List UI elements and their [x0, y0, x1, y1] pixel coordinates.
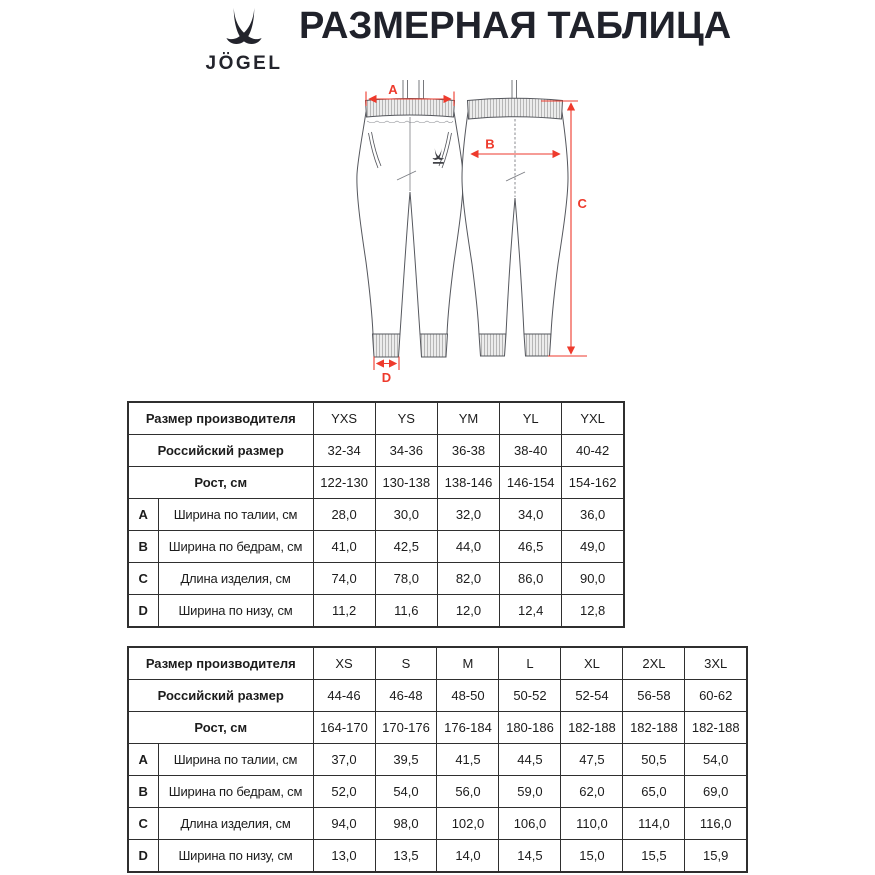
size-cell: 180-186 [499, 712, 561, 744]
front-left-cuff [373, 334, 401, 357]
dim-value-cell: 49,0 [562, 531, 624, 563]
size-header-row [128, 402, 624, 435]
size-cell: 40-42 [562, 435, 624, 467]
dim-value-cell: 86,0 [500, 563, 562, 595]
back-left-cuff [479, 334, 506, 356]
dim-value-cell: 78,0 [375, 563, 437, 595]
size-header-row [128, 647, 747, 680]
dim-name-cell: Длина изделия, см [158, 808, 313, 840]
dim-value-cell: 11,6 [375, 595, 437, 628]
dim-value-cell: 90,0 [562, 563, 624, 595]
back-pant-outline [462, 112, 568, 334]
size-row-label: Рост, см [128, 467, 313, 499]
back-right-cuff [524, 334, 551, 356]
size-cell: 176-184 [437, 712, 499, 744]
dim-name-cell: Ширина по низу, см [158, 595, 313, 628]
dim-value-cell: 12,0 [437, 595, 499, 628]
dim-value-cell: 52,0 [313, 776, 375, 808]
dim-letter-cell: B [128, 531, 158, 563]
front-right-cuff [420, 334, 448, 357]
dim-value-cell: 12,4 [500, 595, 562, 628]
dim-value-cell: 44,5 [499, 744, 561, 776]
adult-size-table [127, 646, 748, 873]
size-cell: S [375, 647, 437, 680]
dim-value-cell: 15,0 [561, 840, 623, 873]
page-title: РАЗМЕРНАЯ ТАБЛИЦА [299, 5, 732, 47]
dim-value-cell: 56,0 [437, 776, 499, 808]
size-cell: 48-50 [437, 680, 499, 712]
dim-letter-cell: D [128, 840, 158, 873]
dim-value-cell: 106,0 [499, 808, 561, 840]
jogel-mark-icon [222, 2, 266, 52]
dim-value-cell: 32,0 [437, 499, 499, 531]
dim-value-cell: 114,0 [623, 808, 685, 840]
size-cell: 182-188 [623, 712, 685, 744]
size-cell: 182-188 [561, 712, 623, 744]
dim-value-cell: 42,5 [375, 531, 437, 563]
dim-value-cell: 47,5 [561, 744, 623, 776]
size-cell: M [437, 647, 499, 680]
dim-value-cell: 14,0 [437, 840, 499, 873]
dim-value-cell: 94,0 [313, 808, 375, 840]
size-header-row [128, 435, 624, 467]
size-row-label: Российский размер [128, 680, 313, 712]
size-cell: YS [375, 402, 437, 435]
dim-value-cell: 13,0 [313, 840, 375, 873]
dim-value-cell: 30,0 [375, 499, 437, 531]
size-cell: 52-54 [561, 680, 623, 712]
dim-value-cell: 36,0 [562, 499, 624, 531]
dim-name-cell: Ширина по бедрам, см [158, 531, 313, 563]
size-cell: YXL [562, 402, 624, 435]
size-cell: 46-48 [375, 680, 437, 712]
pants-back-view [462, 80, 568, 356]
size-cell: 154-162 [562, 467, 624, 499]
dim-value-cell: 41,5 [437, 744, 499, 776]
measurement-row [128, 563, 624, 595]
pants-front-view [357, 80, 463, 357]
dim-value-cell: 12,8 [562, 595, 624, 628]
dim-value-cell: 54,0 [375, 776, 437, 808]
measurement-row [128, 744, 747, 776]
dim-value-cell: 102,0 [437, 808, 499, 840]
measurement-row [128, 595, 624, 628]
size-row-label: Размер производителя [128, 402, 313, 435]
size-cell: 130-138 [375, 467, 437, 499]
dim-letter-cell: C [128, 563, 158, 595]
dim-letter-cell: B [128, 776, 158, 808]
dim-label-d: D [381, 370, 392, 385]
dim-value-cell: 37,0 [313, 744, 375, 776]
size-row-label: Российский размер [128, 435, 313, 467]
size-cell: 164-170 [313, 712, 375, 744]
size-cell: 182-188 [685, 712, 747, 744]
dim-value-cell: 69,0 [685, 776, 747, 808]
measurement-row [128, 499, 624, 531]
jogel-logo [196, 2, 292, 75]
dim-value-cell: 110,0 [561, 808, 623, 840]
dim-name-cell: Ширина по низу, см [158, 840, 313, 873]
dim-name-cell: Ширина по талии, см [158, 744, 313, 776]
youth-size-table [127, 401, 625, 628]
dim-name-cell: Ширина по бедрам, см [158, 776, 313, 808]
dim-label-a: A [388, 82, 398, 97]
dim-value-cell: 65,0 [623, 776, 685, 808]
measurement-row [128, 531, 624, 563]
dim-name-cell: Ширина по талии, см [158, 499, 313, 531]
dim-label-b: B [485, 136, 495, 152]
size-cell: 138-146 [437, 467, 499, 499]
dim-letter-cell: A [128, 744, 158, 776]
measurement-row [128, 776, 747, 808]
size-cell: 56-58 [623, 680, 685, 712]
dim-letter-cell: D [128, 595, 158, 628]
size-cell: 32-34 [313, 435, 375, 467]
dim-label-c: C [577, 196, 587, 211]
dim-value-cell: 11,2 [313, 595, 375, 628]
front-waistband [366, 99, 455, 118]
size-cell: XL [561, 647, 623, 680]
brand-name: JÖGEL [205, 53, 283, 74]
dim-letter-cell: C [128, 808, 158, 840]
dim-value-cell: 98,0 [375, 808, 437, 840]
dim-value-cell: 59,0 [499, 776, 561, 808]
size-cell: 36-38 [437, 435, 499, 467]
dim-value-cell: 41,0 [313, 531, 375, 563]
size-header-row [128, 712, 747, 744]
size-cell: 2XL [623, 647, 685, 680]
size-cell: YL [500, 402, 562, 435]
size-header-row [128, 467, 624, 499]
size-cell: 122-130 [313, 467, 375, 499]
size-cell: 3XL [685, 647, 747, 680]
dim-value-cell: 15,5 [623, 840, 685, 873]
size-cell: 44-46 [313, 680, 375, 712]
size-cell: XS [313, 647, 375, 680]
dim-value-cell: 74,0 [313, 563, 375, 595]
dim-name-cell: Длина изделия, см [158, 563, 313, 595]
size-cell: 38-40 [500, 435, 562, 467]
dim-value-cell: 116,0 [685, 808, 747, 840]
size-cell: 34-36 [375, 435, 437, 467]
dim-value-cell: 39,5 [375, 744, 437, 776]
dim-value-cell: 82,0 [437, 563, 499, 595]
dim-letter-cell: A [128, 499, 158, 531]
measurement-row [128, 808, 747, 840]
dim-value-cell: 34,0 [500, 499, 562, 531]
size-row-label: Размер производителя [128, 647, 313, 680]
size-cell: 146-154 [500, 467, 562, 499]
dim-value-cell: 28,0 [313, 499, 375, 531]
dim-value-cell: 44,0 [437, 531, 499, 563]
size-cell: YXS [313, 402, 375, 435]
size-cell: YM [437, 402, 499, 435]
dim-value-cell: 50,5 [623, 744, 685, 776]
size-row-label: Рост, см [128, 712, 313, 744]
dim-value-cell: 54,0 [685, 744, 747, 776]
size-header-row [128, 680, 747, 712]
size-cell: 50-52 [499, 680, 561, 712]
dim-value-cell: 62,0 [561, 776, 623, 808]
measurement-row [128, 840, 747, 873]
dim-value-cell: 46,5 [500, 531, 562, 563]
size-cell: 170-176 [375, 712, 437, 744]
dim-value-cell: 13,5 [375, 840, 437, 873]
pants-diagram [330, 78, 622, 394]
size-cell: 60-62 [685, 680, 747, 712]
size-cell: L [499, 647, 561, 680]
dim-value-cell: 15,9 [685, 840, 747, 873]
dim-value-cell: 14,5 [499, 840, 561, 873]
